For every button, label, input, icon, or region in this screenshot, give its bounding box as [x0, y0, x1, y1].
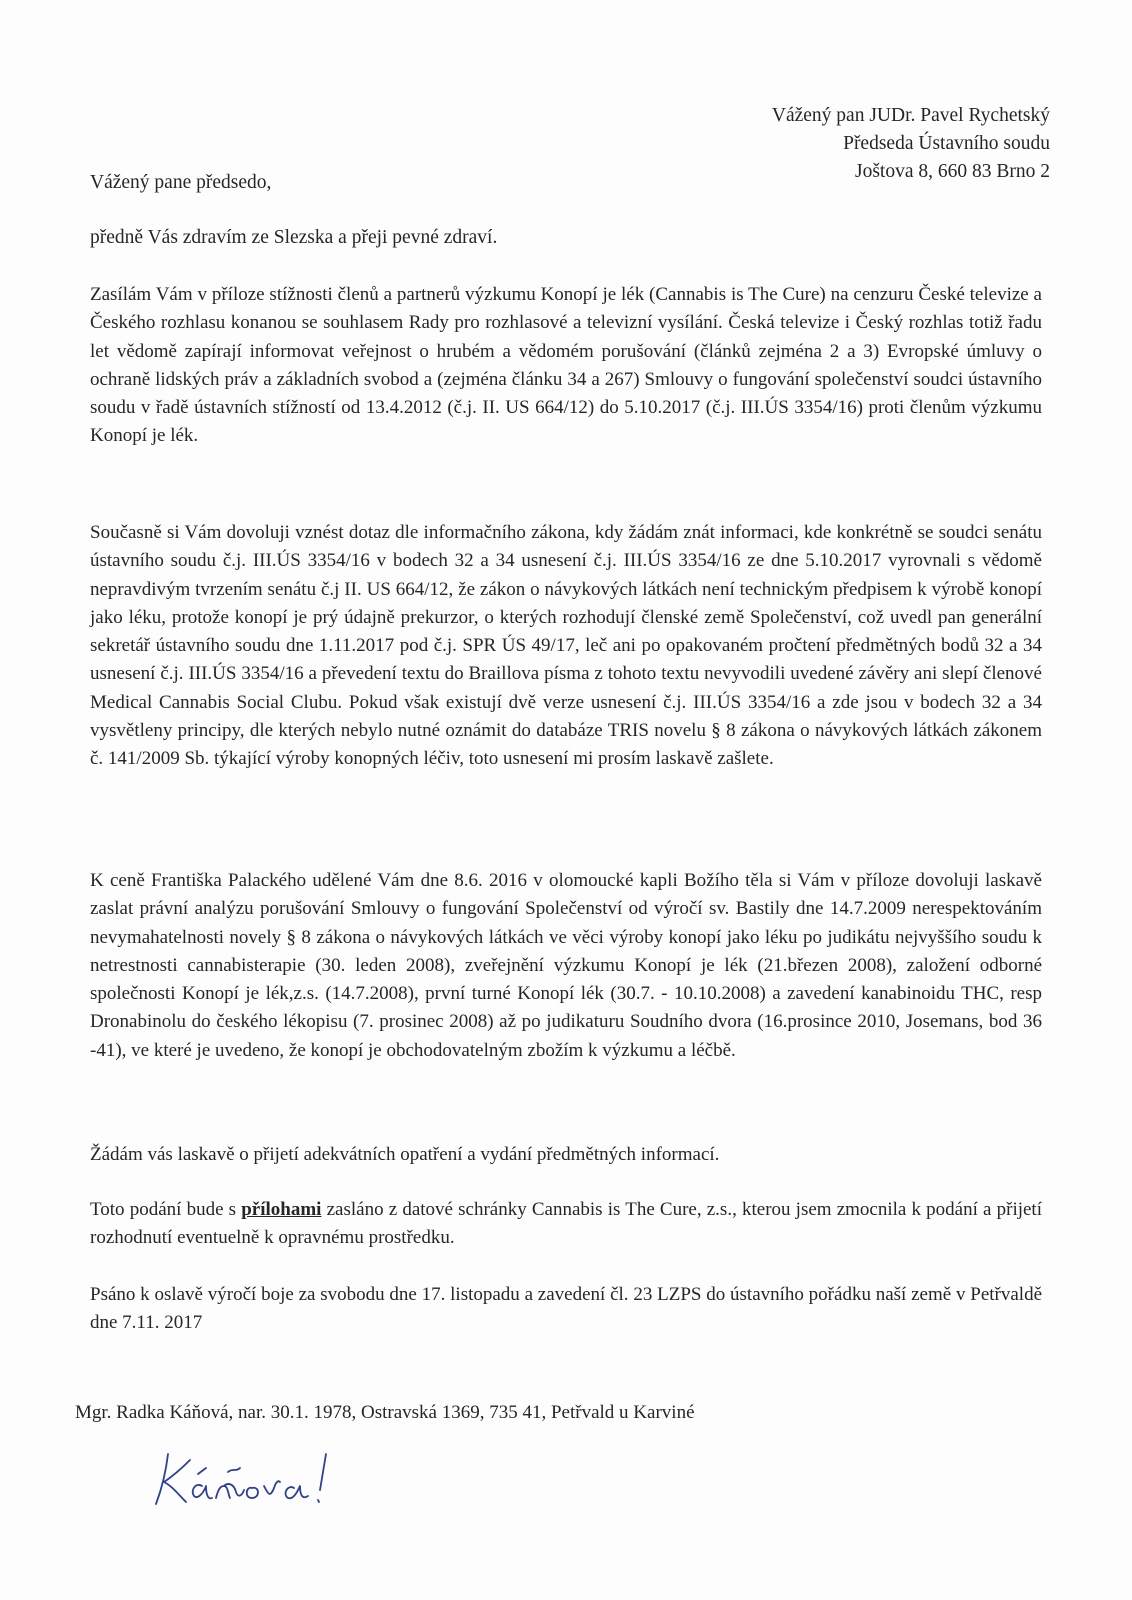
paragraph-2: Současně si Vám dovoluji vznést dotaz dle informačního zákona, kdy žádám znát informaci, kde konkrétně se soudci senátu ústavního soudu č.j. III.ÚS 3354/16 v bodech 32 a 34 usnesení č.j. III.ÚS 3354/16 ze dne 5.10.2017 vyrovnali s vědomě nepravdivým tvrzením senátu č.j II. US 664/12, že zákon o návykových látkách není technickým předpisem k výrobě konopí jako léku, protože konopí je prý údajně prekurzor, o kterých rozhodují členské země Společenství, což uvedl pan generální sekretář ústavního soudu dne 1.11.2017 pod č.j. SPR ÚS 49/17, leč ani po opakovaném pročtení předmětných bodů 32 a 34 usnesení č.j. III.ÚS 3354/16 a převedení textu do Braillova písma z tohoto textu nevyvodili uvedené závěry ani slepí členové Medical Cannabis Social Clubu. Pokud však existují dvě verze usnesení č.j. III.ÚS 3354/16 a zde jsou v bodech 32 a 34 vysvětleny principy, dle kterých nebylo nutné oznámit do databáze TRIS novelu § 8 zákona o návykových látkách zákonem č. 141/2009 Sb. týkající výroby konopných léčiv, toto usnesení mi prosím laskavě zašlete.: [90, 522, 1042, 770]
paragraph-5: [90, 1196, 1042, 1253]
greeting: předně Vás zdravím ze Slezska a přeji pevné zdraví.: [90, 227, 498, 248]
paragraph-5-start: Toto podání bude s: [90, 1199, 242, 1220]
salutation: Vážený pane předsedo,: [90, 172, 272, 193]
sender-line: Mgr. Radka Káňová, nar. 30.1. 1978, Ostravská 1369, 735 41, Petřvald u Karviné: [75, 1402, 695, 1423]
signature-text: Káňová!: [150, 1514, 154, 1515]
paragraph-1: Zasílám Vám v příloze stížnosti členů a partnerů výzkumu Konopí je lék (Cannabis is The Cure) na cenzuru České televize a Českého rozhlasu konanou se souhlasem Rady pro rozhlasové a televizní vysílání. Česká televize i Český rozhlas totiž řadu let vědomě zapírají informovat veřejnost o hrubém a vědomém porušování (článků zejména 2 a 3) Evropské úmluvy o ochraně lidských práv a základních svobod a (zejména článku 34 a 267) Smlouvy o fungování společenství soudci ústavního soudu v řadě ústavních stížností od 13.4.2012 (č.j. II. US 664/12) do 5.10.2017 (č.j. III.ÚS 3354/16) proti členům výzkumu Konopí je lék.: [90, 284, 1042, 447]
paragraph-6: Psáno k oslavě výročí boje za svobodu dne 17. listopadu a zavedení čl. 23 LZPS do ústavního pořádku naší země v Petřvaldě dne 7.11. 2017: [90, 1284, 1042, 1334]
paragraph-4: Žádám vás laskavě o přijetí adekvátních opatření a vydání předmětných informací.: [90, 1144, 720, 1165]
recipient-address: [772, 102, 1050, 186]
attachments-emphasis: přílohami: [241, 1199, 322, 1220]
paragraph-5-end: zasláno z datové schránky Cannabis is The Cure, z.s., kterou jsem zmocnila k podání a přijetí rozhodnutí eventuelně k opravnému prostředku.: [90, 1199, 1042, 1249]
recipient-name: Vážený pan JUDr. Pavel Rychetský: [771, 105, 1050, 126]
recipient-title: Předseda Ústavního soudu: [843, 133, 1050, 154]
paragraph-3: K ceně Františka Palackého udělené Vám dne 8.6. 2016 v olomoucké kapli Božího těla si Vám v příloze dovoluji laskavě zaslat právní analýzu porušování Smlouvy o fungování Společenství od výročí sv. Bastily dne 14.7.2009 nerespektováním nevymahatelnosti novely § 8 zákona o návykových látkách ve věci výroby konopí jako léku po judikátu nejvyššího soudu k netrestnosti cannabisterapie (30. leden 2008), zveřejnění výzkumu Konopí je lék (21.březen 2008), založení odborné společnosti Konopí je lék,z.s. (14.7.2008), první turné Konopí lék (30.7. - 10.10.2008) a zavedení kanabinoidu THC, resp Dronabinolu do českého lékopisu (7. prosinec 2008) až po judikaturu Soudního dvora (16.prosince 2010, Josemans, bod 36 -41), ve které je uvedeno, že konopí je obchodovatelným zbožím k výzkumu a léčbě.: [90, 870, 1042, 1061]
handwritten-signature: [150, 1446, 350, 1516]
recipient-street: Joštova 8, 660 83 Brno 2: [855, 161, 1050, 182]
